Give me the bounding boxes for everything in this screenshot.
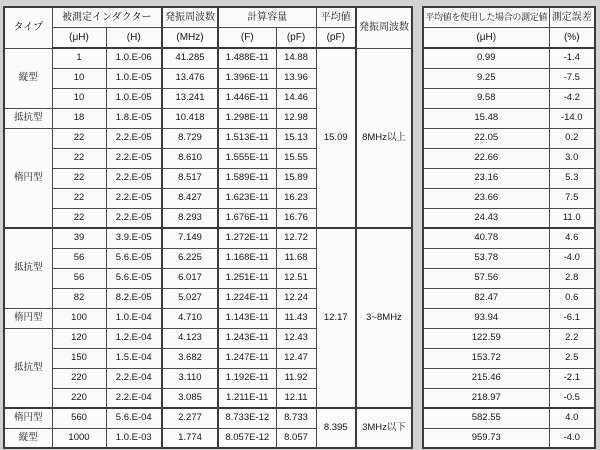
error-percent-cell: 11.0 — [549, 208, 595, 228]
capacitance-f-cell: 1.623E-11 — [218, 188, 276, 208]
capacitance-f-cell: 1.247E-11 — [218, 348, 276, 368]
capacitance-pf-cell: 8.733 — [276, 408, 316, 428]
freq-range-cell: 3MHz以下 — [356, 408, 412, 448]
average-value-cell: 15.09 — [316, 48, 356, 228]
capacitance-f-cell: 1.555E-11 — [218, 148, 276, 168]
error-percent-cell: -4.2 — [549, 88, 595, 108]
type-cell: 楕円型 — [4, 408, 52, 428]
capacitance-pf-cell: 12.72 — [276, 228, 316, 248]
capacitance-f-cell: 1.192E-11 — [218, 368, 276, 388]
left-table-body — [4, 48, 412, 448]
error-percent-cell: -4.0 — [549, 248, 595, 268]
capacitance-pf-cell: 11.43 — [276, 308, 316, 328]
osc-frequency-cell: 8.517 — [162, 168, 218, 188]
measured-value-cell: 582.55 — [423, 408, 549, 428]
capacitance-f-cell: 1.589E-11 — [218, 168, 276, 188]
inductance-h-cell: 1.8.E-05 — [106, 108, 162, 128]
capacitance-f-cell: 1.298E-11 — [218, 108, 276, 128]
right-table-body — [423, 48, 595, 448]
h-unit-header: (H) — [106, 28, 162, 49]
capacitance-f-cell: 1.488E-11 — [218, 48, 276, 68]
type-cell: 縦型 — [4, 48, 52, 108]
inductance-uh-cell: 220 — [52, 368, 106, 388]
capacitance-pf-cell: 12.24 — [276, 288, 316, 308]
measured-value-cell: 57.56 — [423, 268, 549, 288]
measured-value-cell: 0.99 — [423, 48, 549, 68]
capacitance-pf-cell: 12.51 — [276, 268, 316, 288]
inductance-uh-cell: 22 — [52, 208, 106, 228]
osc-frequency-cell: 8.610 — [162, 148, 218, 168]
error-percent-cell: -0.5 — [549, 388, 595, 408]
capacitance-pf-cell: 12.47 — [276, 348, 316, 368]
measurement-table — [3, 6, 413, 449]
measured-value-cell: 22.66 — [423, 148, 549, 168]
inductance-h-cell: 2.2.E-05 — [106, 188, 162, 208]
table-row — [423, 148, 595, 168]
inductance-uh-cell: 22 — [52, 188, 106, 208]
type-cell: 楕円型 — [4, 128, 52, 228]
error-percent-cell: -6.1 — [549, 308, 595, 328]
table-row — [423, 208, 595, 228]
inductance-uh-cell: 22 — [52, 148, 106, 168]
error-percent-cell: 3.0 — [549, 148, 595, 168]
capacitance-f-cell: 1.168E-11 — [218, 248, 276, 268]
osc-frequency-cell: 3.682 — [162, 348, 218, 368]
capacitance-f-cell: 1.446E-11 — [218, 88, 276, 108]
inductance-h-cell: 8.2.E-05 — [106, 288, 162, 308]
osc-frequency-cell: 4.123 — [162, 328, 218, 348]
type-cell: 縦型 — [4, 428, 52, 448]
inductance-h-cell: 1.0.E-04 — [106, 308, 162, 328]
header-row-1 — [4, 7, 412, 28]
capacitance-f-cell: 1.396E-11 — [218, 68, 276, 88]
capacitance-pf-cell: 12.11 — [276, 388, 316, 408]
osc-frequency-cell: 5.027 — [162, 288, 218, 308]
osc-frequency-cell: 13.241 — [162, 88, 218, 108]
inductance-h-cell: 2.2.E-05 — [106, 208, 162, 228]
capacitance-f-cell: 1.251E-11 — [218, 268, 276, 288]
table-row — [423, 428, 595, 448]
freq-range-cell: 8MHz以上 — [356, 48, 412, 228]
inductance-h-cell: 5.6.E-04 — [106, 408, 162, 428]
table-row — [423, 328, 595, 348]
capacitance-pf-cell: 12.98 — [276, 108, 316, 128]
capacitance-f-cell: 1.143E-11 — [218, 308, 276, 328]
inductance-uh-cell: 18 — [52, 108, 106, 128]
measured-value-cell: 23.66 — [423, 188, 549, 208]
inductance-uh-cell: 22 — [52, 168, 106, 188]
table-row — [423, 188, 595, 208]
capacitance-pf-cell: 15.13 — [276, 128, 316, 148]
inductance-uh-cell: 10 — [52, 68, 106, 88]
measured-value-cell: 23.16 — [423, 168, 549, 188]
table-row — [423, 408, 595, 428]
avg-pf-unit-header: (pF) — [316, 28, 356, 49]
inductance-h-cell: 5.6.E-05 — [106, 248, 162, 268]
osc-frequency-cell: 6.017 — [162, 268, 218, 288]
error-percent-cell: -1.4 — [549, 48, 595, 68]
measured-value-cell: 22.05 — [423, 128, 549, 148]
table-row — [423, 348, 595, 368]
capacitance-f-cell: 1.676E-11 — [218, 208, 276, 228]
measured-value-cell: 82.47 — [423, 288, 549, 308]
error-percent-cell: 2.2 — [549, 328, 595, 348]
uh-unit-header: (μH) — [52, 28, 106, 49]
error-percent-cell: 2.5 — [549, 348, 595, 368]
table-row — [4, 408, 412, 428]
error-percent-cell: 7.5 — [549, 188, 595, 208]
inductor-column-header: 被測定インダクター — [52, 7, 162, 28]
capacitance-pf-cell: 16.23 — [276, 188, 316, 208]
osc-frequency-cell: 2.277 — [162, 408, 218, 428]
capacitance-f-cell: 1.513E-11 — [218, 128, 276, 148]
capacitance-f-cell: 1.243E-11 — [218, 328, 276, 348]
inductance-uh-cell: 150 — [52, 348, 106, 368]
error-percent-cell: 4.0 — [549, 408, 595, 428]
freq-range-column-header: 発振周波数 — [356, 7, 412, 48]
type-cell: 楕円型 — [4, 308, 52, 328]
inductance-uh-cell: 120 — [52, 328, 106, 348]
capacitance-f-cell: 1.224E-11 — [218, 288, 276, 308]
capacitance-pf-cell: 14.88 — [276, 48, 316, 68]
error-column-header: 測定誤差 — [549, 7, 595, 28]
measured-value-cell: 153.72 — [423, 348, 549, 368]
capacitance-pf-cell: 15.55 — [276, 148, 316, 168]
calc-cap-column-header: 計算容量 — [218, 7, 316, 28]
type-cell: 抵抗型 — [4, 328, 52, 408]
error-pct-unit-header: (%) — [549, 28, 595, 49]
osc-frequency-cell: 10.418 — [162, 108, 218, 128]
inductance-h-cell: 1.2.E-04 — [106, 328, 162, 348]
inductance-uh-cell: 1000 — [52, 428, 106, 448]
inductance-uh-cell: 220 — [52, 388, 106, 408]
measured-value-cell: 215.46 — [423, 368, 549, 388]
f-unit-header: (F) — [218, 28, 276, 49]
inductance-uh-cell: 100 — [52, 308, 106, 328]
measured-value-cell: 122.59 — [423, 328, 549, 348]
inductance-h-cell: 1.5.E-04 — [106, 348, 162, 368]
inductance-uh-cell: 39 — [52, 228, 106, 248]
inductance-h-cell: 1.0.E-05 — [106, 88, 162, 108]
osc-frequency-cell: 41.285 — [162, 48, 218, 68]
inductance-uh-cell: 56 — [52, 248, 106, 268]
measured-value-cell: 53.78 — [423, 248, 549, 268]
average-value-cell: 12.17 — [316, 228, 356, 408]
table-row — [423, 88, 595, 108]
capacitance-f-cell: 8.057E-12 — [218, 428, 276, 448]
table-row — [4, 228, 412, 248]
capacitance-pf-cell: 16.76 — [276, 208, 316, 228]
measurement-tables — [3, 6, 596, 449]
inductance-h-cell: 1.0.E-06 — [106, 48, 162, 68]
osc-frequency-cell: 6.225 — [162, 248, 218, 268]
type-cell: 抵抗型 — [4, 108, 52, 128]
inductance-uh-cell: 82 — [52, 288, 106, 308]
capacitance-f-cell: 1.211E-11 — [218, 388, 276, 408]
result-header-row-1 — [423, 7, 595, 28]
capacitance-pf-cell: 11.68 — [276, 248, 316, 268]
error-percent-cell: -7.5 — [549, 68, 595, 88]
table-row — [423, 168, 595, 188]
error-percent-cell: -4.0 — [549, 428, 595, 448]
table-row — [423, 308, 595, 328]
capacitance-pf-cell: 14.46 — [276, 88, 316, 108]
pf-unit-header: (pF) — [276, 28, 316, 49]
table-row — [423, 268, 595, 288]
table-row — [423, 108, 595, 128]
osc-freq-column-header: 発振周波数 — [162, 7, 218, 28]
result-table — [422, 6, 596, 449]
measured-value-cell: 9.25 — [423, 68, 549, 88]
capacitance-f-cell: 8.733E-12 — [218, 408, 276, 428]
measured-value-column-header: 平均値を使用した場合の測定値 — [423, 7, 549, 28]
osc-frequency-cell: 3.085 — [162, 388, 218, 408]
table-row — [423, 128, 595, 148]
capacitance-pf-cell: 15.89 — [276, 168, 316, 188]
table-row — [423, 288, 595, 308]
capacitance-pf-cell: 11.92 — [276, 368, 316, 388]
inductance-uh-cell: 56 — [52, 268, 106, 288]
inductance-h-cell: 1.0.E-03 — [106, 428, 162, 448]
inductance-uh-cell: 22 — [52, 128, 106, 148]
osc-frequency-cell: 4.710 — [162, 308, 218, 328]
measured-value-cell: 15.48 — [423, 108, 549, 128]
error-percent-cell: -14.0 — [549, 108, 595, 128]
error-percent-cell: 4.6 — [549, 228, 595, 248]
inductance-uh-cell: 1 — [52, 48, 106, 68]
inductance-h-cell: 1.0.E-05 — [106, 68, 162, 88]
table-row — [4, 48, 412, 68]
inductance-h-cell: 2.2.E-05 — [106, 148, 162, 168]
error-percent-cell: 0.6 — [549, 288, 595, 308]
capacitance-pf-cell: 13.96 — [276, 68, 316, 88]
capacitance-f-cell: 1.272E-11 — [218, 228, 276, 248]
measured-value-cell: 93.94 — [423, 308, 549, 328]
type-cell: 抵抗型 — [4, 228, 52, 308]
osc-frequency-cell: 3.110 — [162, 368, 218, 388]
average-column-header: 平均値 — [316, 7, 356, 28]
measured-uh-unit-header: (μH) — [423, 28, 549, 49]
osc-frequency-cell: 7.149 — [162, 228, 218, 248]
inductance-uh-cell: 560 — [52, 408, 106, 428]
inductance-uh-cell: 10 — [52, 88, 106, 108]
header-row-2 — [4, 28, 412, 49]
table-row — [423, 248, 595, 268]
error-percent-cell: -2.1 — [549, 368, 595, 388]
table-row — [423, 368, 595, 388]
mhz-unit-header: (MHz) — [162, 28, 218, 49]
osc-frequency-cell: 8.293 — [162, 208, 218, 228]
measured-value-cell: 9.58 — [423, 88, 549, 108]
inductance-h-cell: 5.6.E-05 — [106, 268, 162, 288]
inductance-h-cell: 2.2.E-05 — [106, 168, 162, 188]
inductance-h-cell: 3.9.E-05 — [106, 228, 162, 248]
capacitance-pf-cell: 8.057 — [276, 428, 316, 448]
average-value-cell: 8.395 — [316, 408, 356, 448]
error-percent-cell: 0.2 — [549, 128, 595, 148]
error-percent-cell: 5.3 — [549, 168, 595, 188]
freq-range-cell: 3~8MHz — [356, 228, 412, 408]
measured-value-cell: 24.43 — [423, 208, 549, 228]
inductance-h-cell: 2.2.E-05 — [106, 128, 162, 148]
measured-value-cell: 218.97 — [423, 388, 549, 408]
table-row — [423, 48, 595, 68]
inductance-h-cell: 2.2.E-04 — [106, 368, 162, 388]
measured-value-cell: 959.73 — [423, 428, 549, 448]
osc-frequency-cell: 8.427 — [162, 188, 218, 208]
type-column-header: タイプ — [4, 7, 52, 48]
measured-value-cell: 40.78 — [423, 228, 549, 248]
osc-frequency-cell: 1.774 — [162, 428, 218, 448]
result-header-row-2 — [423, 28, 595, 49]
table-row — [423, 228, 595, 248]
inductance-h-cell: 2.2.E-04 — [106, 388, 162, 408]
capacitance-pf-cell: 12.43 — [276, 328, 316, 348]
osc-frequency-cell: 13.476 — [162, 68, 218, 88]
osc-frequency-cell: 8.729 — [162, 128, 218, 148]
table-row — [423, 68, 595, 88]
error-percent-cell: 2.8 — [549, 268, 595, 288]
table-row — [423, 388, 595, 408]
